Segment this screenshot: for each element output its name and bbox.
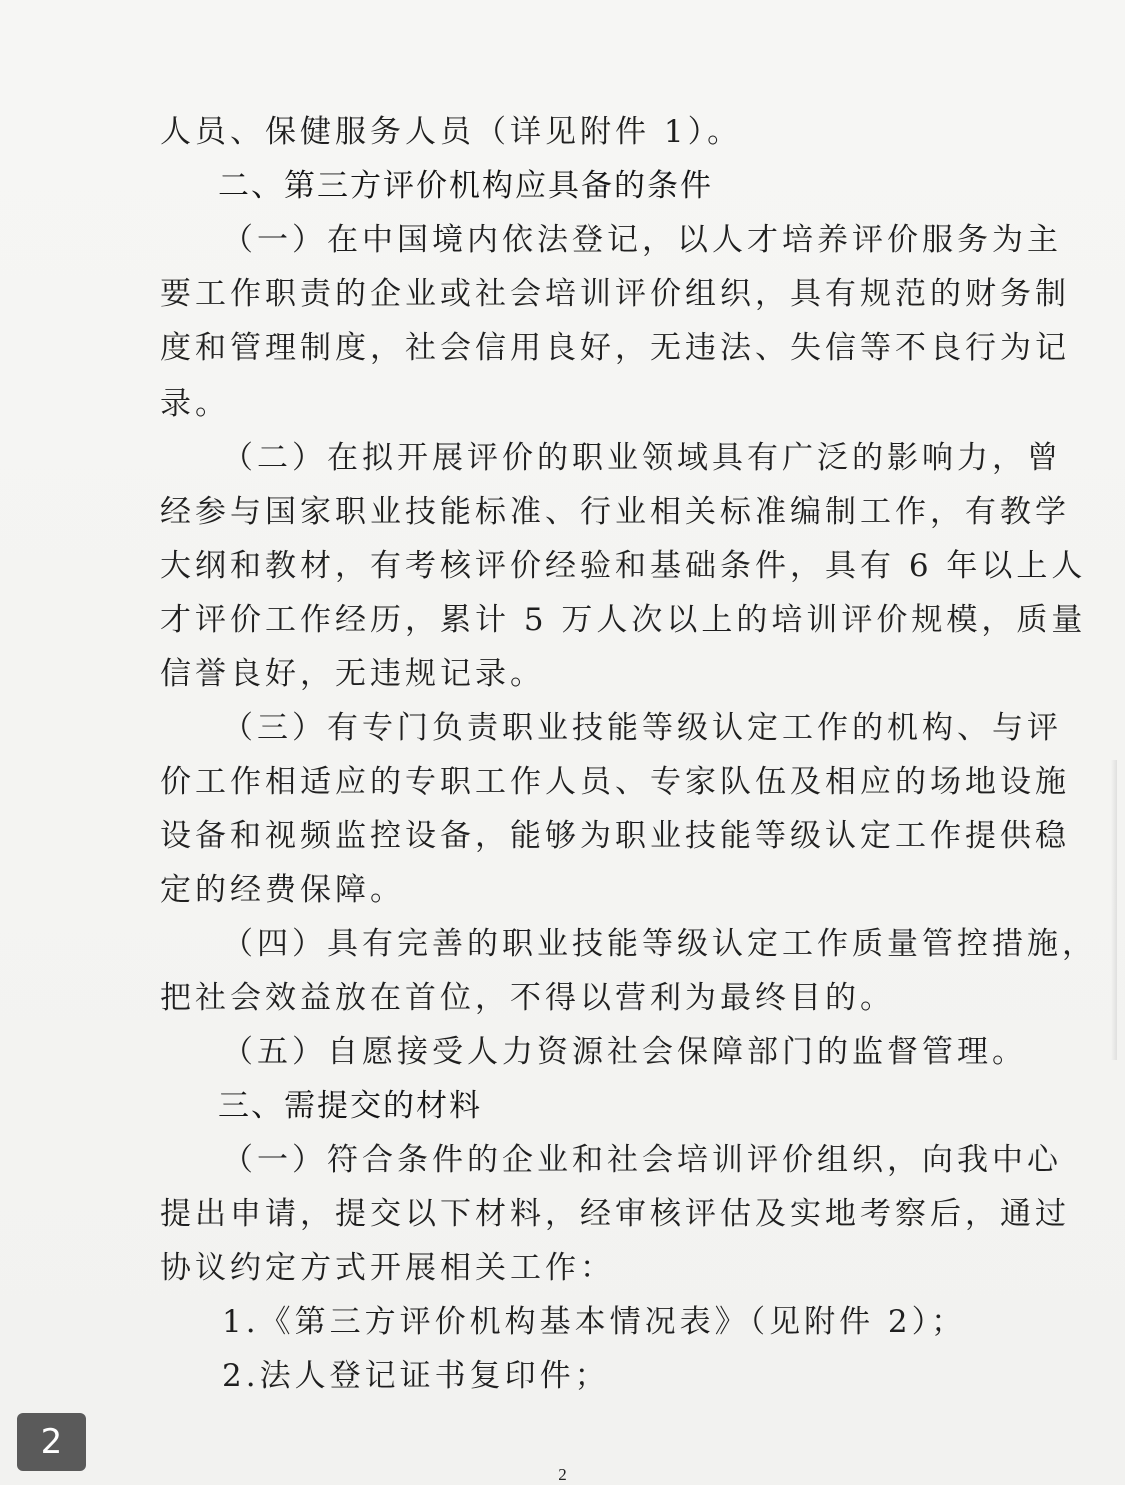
list-item: 2.法人登记证书复印件； xyxy=(222,1358,610,1394)
scan-edge-shadow xyxy=(1111,760,1117,1060)
paragraph-line: 设备和视频监控设备，能够为职业技能等级认定工作提供稳 xyxy=(160,818,1070,854)
paragraph-line: 经参与国家职业技能标准、行业相关标准编制工作，有教学 xyxy=(160,494,1070,530)
paragraph-line: 信誉良好，无违规记录。 xyxy=(160,656,545,692)
paragraph-line: （五）自愿接受人力资源社会保障部门的监督管理。 xyxy=(222,1034,1027,1070)
paragraph-line: 把社会效益放在首位，不得以营利为最终目的。 xyxy=(160,980,895,1016)
section-heading-2: 二、第三方评价机构应具备的条件 xyxy=(218,168,713,204)
section-heading-3: 三、需提交的材料 xyxy=(218,1088,482,1124)
paragraph-line: 才评价工作经历，累计 5 万人次以上的培训评价规模，质量 xyxy=(160,602,1087,638)
paragraph-line: 价工作相适应的专职工作人员、专家队伍及相应的场地设施 xyxy=(160,764,1070,800)
page-number: 2 xyxy=(558,1465,567,1484)
list-item: 1.《第三方评价机构基本情况表》（见附件 2）； xyxy=(222,1304,967,1340)
paragraph-line: （一）在中国境内依法登记，以人才培养评价服务为主 xyxy=(222,222,1062,258)
paragraph-line: 人员、保健服务人员（详见附件 1）。 xyxy=(160,114,743,150)
paragraph-line: 度和管理制度，社会信用良好，无违法、失信等不良行为记 xyxy=(160,330,1070,366)
paragraph-line: 录。 xyxy=(160,386,230,422)
paragraph-line: 大纲和教材，有考核评价经验和基础条件，具有 6 年以上人 xyxy=(160,548,1087,584)
paragraph-line: 协议约定方式开展相关工作： xyxy=(160,1250,615,1286)
paragraph-line: 定的经费保障。 xyxy=(160,872,405,908)
paragraph-line: （四）具有完善的职业技能等级认定工作质量管控措施， xyxy=(222,926,1097,962)
paragraph-line: （二）在拟开展评价的职业领域具有广泛的影响力，曾 xyxy=(222,440,1062,476)
paragraph-line: （一）符合条件的企业和社会培训评价组织，向我中心 xyxy=(222,1142,1062,1178)
paragraph-line: （三）有专门负责职业技能等级认定工作的机构、与评 xyxy=(222,710,1062,746)
paragraph-line: 要工作职责的企业或社会培训评价组织，具有规范的财务制 xyxy=(160,276,1070,312)
paragraph-line: 提出申请，提交以下材料，经审核评估及实地考察后，通过 xyxy=(160,1196,1070,1232)
page-badge[interactable]: 2 xyxy=(17,1413,86,1471)
